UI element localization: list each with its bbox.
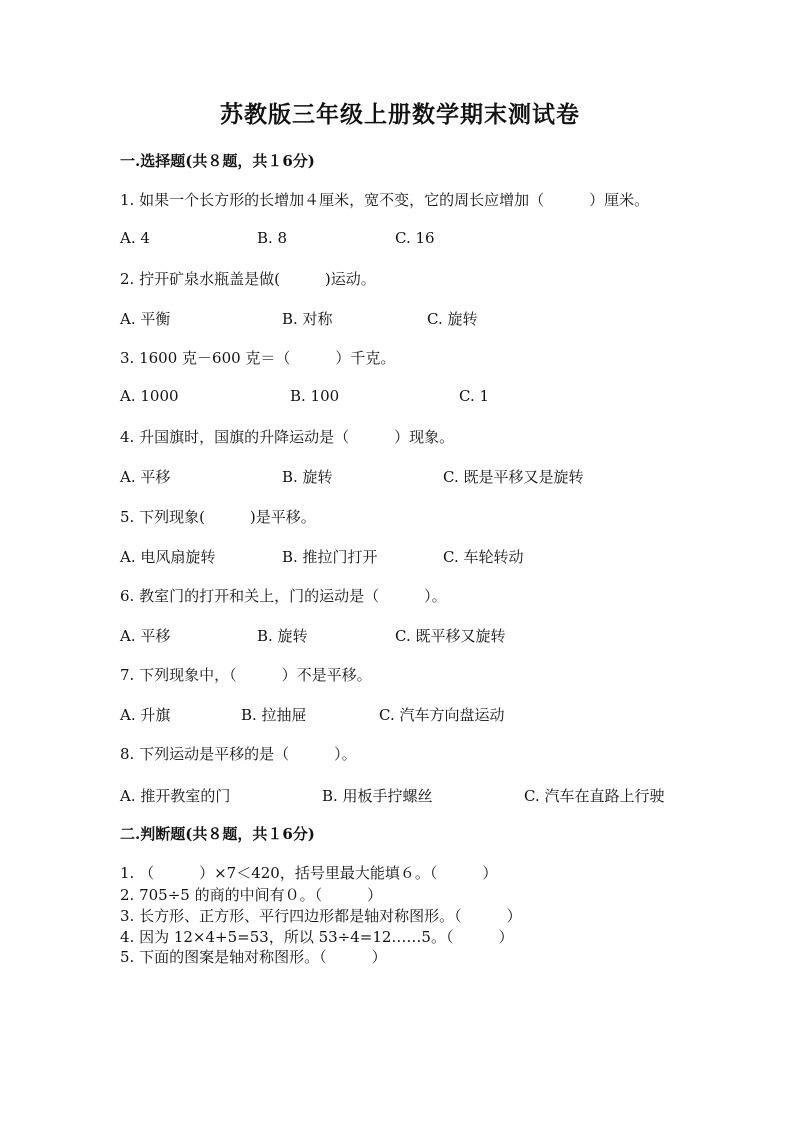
- q2-option-b: B. 对称: [282, 310, 333, 328]
- judge-question-3: 3. 长方形、正方形、平行四边形都是轴对称图形。（ ）: [120, 907, 522, 925]
- q8-option-b: B. 用板手拧螺丝: [322, 787, 433, 805]
- choice-question-5: 5. 下列现象( )是平移。: [120, 508, 316, 526]
- q3-option-a: A. 1000: [120, 387, 179, 405]
- choice-question-2: 2. 拧开矿泉水瓶盖是做( )运动。: [120, 270, 376, 288]
- q2-option-c: C. 旋转: [427, 310, 478, 328]
- judge-question-4: 4. 因为 12×4+5=53，所以 53÷4=12……5。（ ）: [120, 928, 514, 946]
- q6-option-c: C. 既平移又旋转: [395, 627, 506, 645]
- q4-option-c: C. 既是平移又是旋转: [443, 468, 584, 486]
- choice-question-7: 7. 下列现象中，（ ）不是平移。: [120, 666, 372, 684]
- section-heading-judge: 二.判断题(共８题，共１6分): [120, 825, 315, 843]
- choice-question-1: 1. 如果一个长方形的长增加４厘米，宽不变，它的周长应增加（ ）厘米。: [120, 191, 650, 209]
- q1-option-c: C. 16: [395, 229, 435, 247]
- choice-question-6: 6. 教室门的打开和关上，门的运动是（ ）。: [120, 587, 447, 605]
- q3-option-b: B. 100: [290, 387, 340, 405]
- q1-option-b: B. 8: [257, 229, 288, 247]
- q4-option-a: A. 平移: [120, 468, 171, 486]
- q7-option-b: B. 拉抽屉: [241, 706, 307, 724]
- page-title: 苏教版三年级上册数学期末测试卷: [220, 101, 580, 128]
- q5-option-b: B. 推拉门打开: [282, 548, 378, 566]
- q2-option-a: A. 平衡: [120, 310, 171, 328]
- q4-option-b: B. 旋转: [282, 468, 333, 486]
- judge-question-1: 1. （ ）×7＜420，括号里最大能填６。（ ）: [120, 864, 498, 882]
- q7-option-c: C. 汽车方向盘运动: [379, 706, 505, 724]
- q6-option-a: A. 平移: [120, 627, 171, 645]
- choice-question-4: 4. 升国旗时，国旗的升降运动是（ ）现象。: [120, 428, 455, 446]
- section-heading-choice: 一.选择题(共８题，共１6分): [120, 152, 315, 170]
- q5-option-c: C. 车轮转动: [443, 548, 524, 566]
- q8-option-a: A. 推开教室的门: [120, 787, 231, 805]
- choice-question-8: 8. 下列运动是平移的是（ ）。: [120, 745, 357, 763]
- q5-option-a: A. 电风扇旋转: [120, 548, 216, 566]
- judge-question-2: 2. 705÷5 的商的中间有０。（ ）: [120, 886, 383, 904]
- q8-option-c: C. 汽车在直路上行驶: [524, 787, 665, 805]
- q3-option-c: C. 1: [459, 387, 490, 405]
- choice-question-3: 3. 1600 克－600 克＝（ ）千克。: [120, 349, 396, 367]
- q7-option-a: A. 升旗: [120, 706, 171, 724]
- q6-option-b: B. 旋转: [257, 627, 308, 645]
- judge-question-5: 5. 下面的图案是轴对称图形。（ ）: [120, 948, 387, 966]
- q1-option-a: A. 4: [120, 229, 150, 247]
